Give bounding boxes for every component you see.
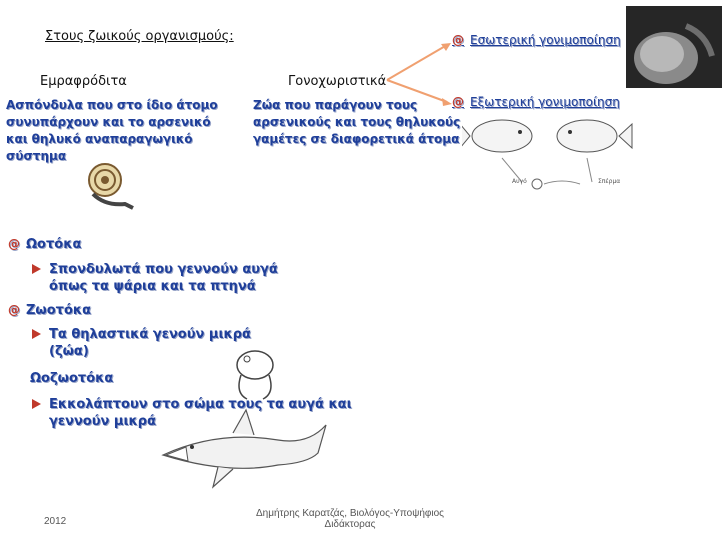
snail-illustration [85,160,140,212]
bullet-icon: @ [8,237,20,251]
arrow-bullet-icon [32,264,41,274]
arrow-bullet-icon [32,329,41,339]
dioecious-description: Ζώα που παράγουν τους αρσενικούς και τους θηλυκούς γαμέτες σε διαφορετικά άτομα [253,98,461,146]
sperm-label: Σπέρμα [598,178,621,185]
arrow-bullet-icon [32,399,41,409]
egg-label: Αυγό [512,178,527,185]
page-title: Στους ζωικούς οργανισμούς: [45,29,234,44]
oviparous-title: @ Ωοτόκα [8,237,82,252]
hermaphrodite-description: Ασπόνδυλα που στο ίδιο άτομο συνυπάρχουν και το αρσενικό και θηλυκό αναπαραγωγικό σύστημα [6,98,218,163]
oviparous-text: Σπονδυλωτά που γεννούν αυγά όπως τα ψάρια και τα πτηνά [32,261,278,295]
ovoviviparous-text: Εκκολάπτουν στο σώμα τους τα αυγά και γεννούν μικρά [32,396,352,430]
dioecious-label: Γονοχωριστικά [288,74,387,89]
bullet-icon: @ [8,303,20,317]
viviparous-text: Τα θηλαστικά γενούν μικρά (ζώα) [32,326,251,360]
footer-year: 2012 [44,516,67,527]
pregnant-photo [626,6,722,88]
viviparous-title: @ Ζωοτόκα [8,303,92,318]
shark-illustration [158,405,333,493]
ovoviviparous-title: Ωοζωοτόκα [30,371,114,386]
hermaphrodite-label: Εμραφρόδιτα [40,74,127,89]
frog-illustration [225,345,285,405]
internal-fertilization: @ Εσωτερική γονιμοποίηση [452,33,621,47]
footer-author: Δημήτρης Καρατζάς, Βιολόγος-Υποψήφιος Διδάκτορας [255,508,445,530]
bullet-icon: @ [452,95,464,109]
external-fertilization: @ Εξωτερική γονιμοποίηση [452,95,620,109]
bullet-icon: @ [452,33,464,47]
